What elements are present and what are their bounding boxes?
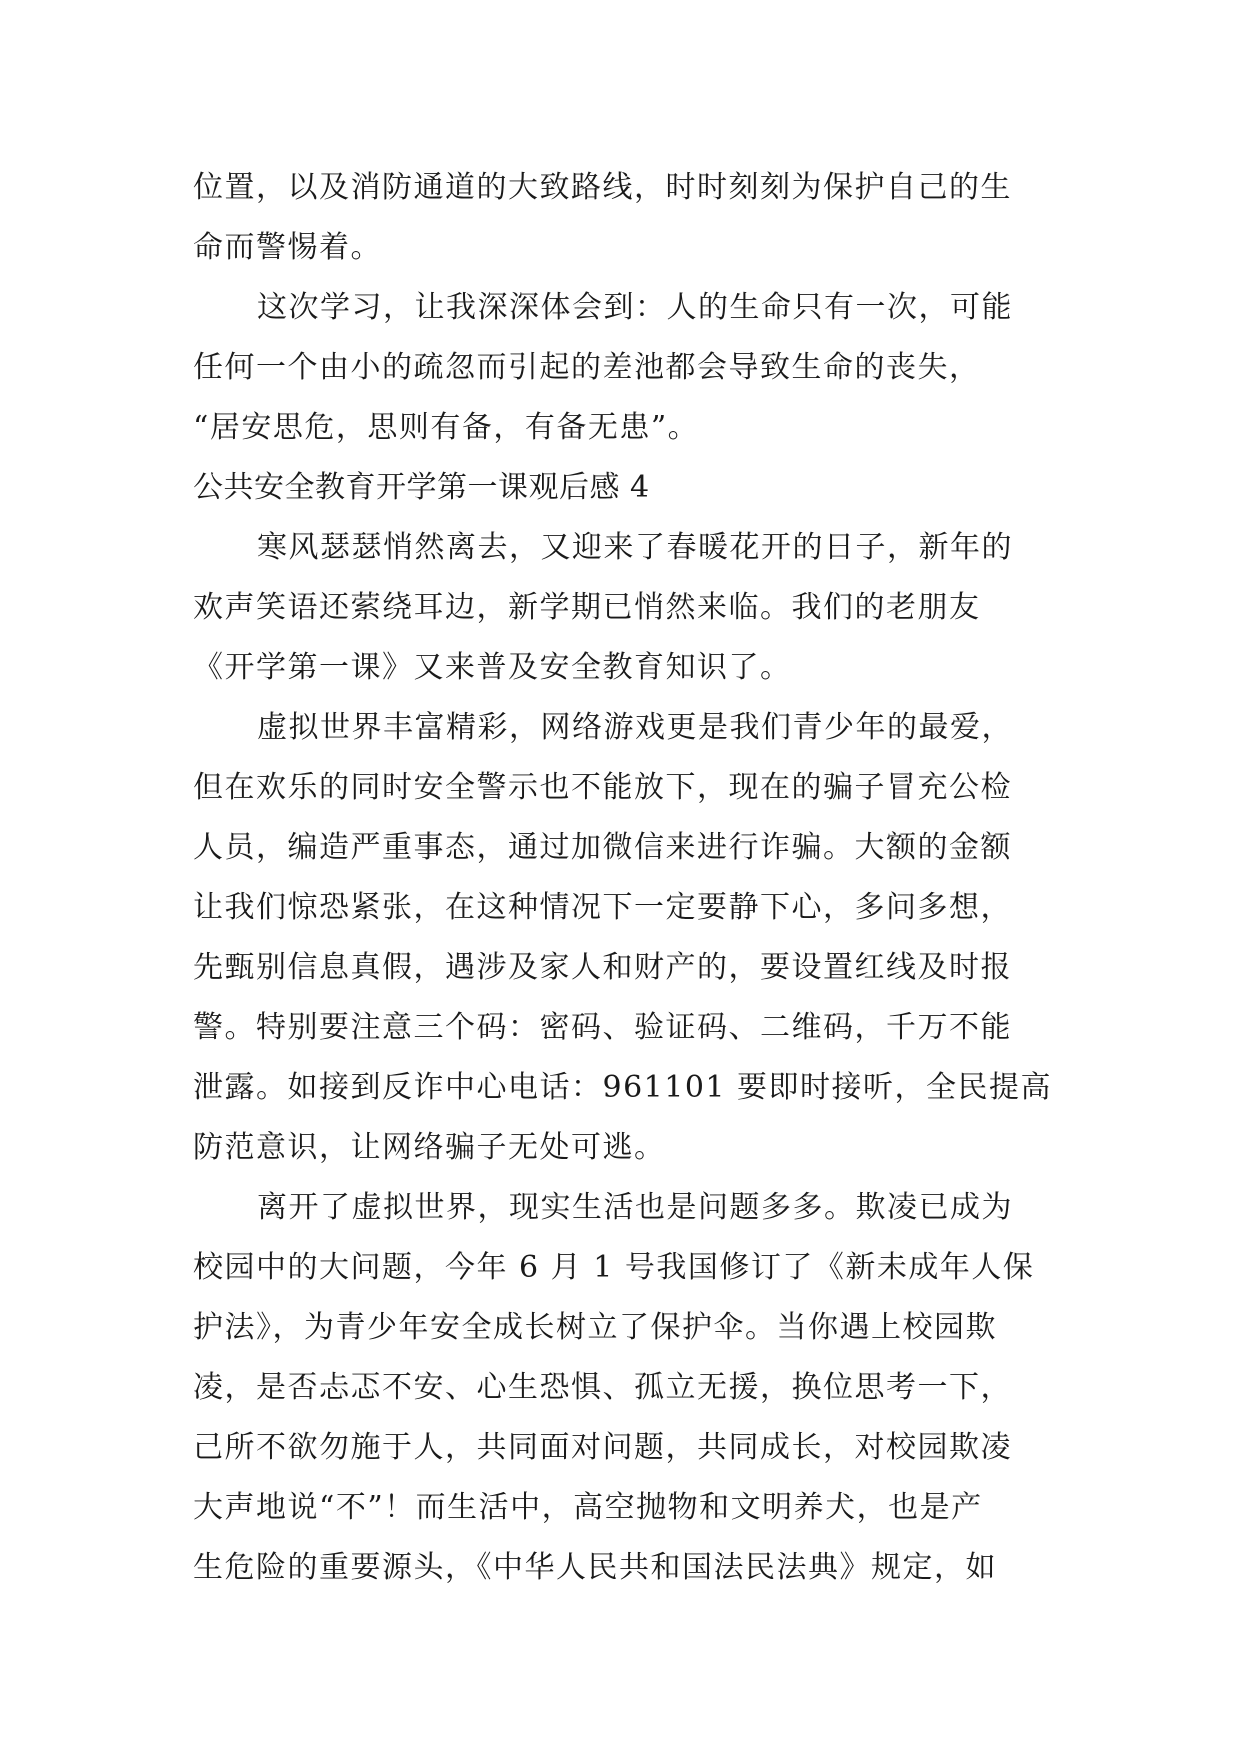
paragraph-first-line: 离开了虚拟世界，现实生活也是问题多多。欺凌已成为 (257, 1190, 1013, 1225)
text-line: 泄露。如接到反诈中心电话：961101 要即时接听，全民提高 (193, 1070, 1053, 1105)
text-line: 大声地说“不”！而生活中，高空抛物和文明养犬，也是产 (193, 1490, 983, 1525)
text-line: 生危险的重要源头，《中华人民共和国法民法典》规定，如 (193, 1550, 997, 1585)
text-line: 警。特别要注意三个码：密码、验证码、二维码，千万不能 (193, 1010, 1012, 1045)
text-line: 但在欢乐的同时安全警示也不能放下，现在的骗子冒充公检 (193, 770, 1012, 805)
text-line: 护法》，为青少年安全成长树立了保护伞。当你遇上校园欺 (193, 1310, 997, 1345)
paragraph-first-line: 寒风瑟瑟悄然离去，又迎来了春暖花开的日子，新年的 (257, 530, 1013, 565)
text-line: 位置，以及消防通道的大致路线，时时刻刻为保护自己的生 (193, 170, 1012, 205)
section-heading: 公共安全教育开学第一课观后感 4 (193, 470, 650, 505)
text-line: 任何一个由小的疏忽而引起的差池都会导致生命的丧失， (193, 350, 981, 385)
text-line: 欢声笑语还萦绕耳边，新学期已悄然来临。我们的老朋友 (193, 590, 981, 625)
text-line: 校园中的大问题，今年 6 月 1 号我国修订了《新未成年人保 (193, 1250, 1035, 1285)
text-line: “居安思危，思则有备，有备无患”。 (193, 410, 700, 445)
text-line: 己所不欲勿施于人，共同面对问题，共同成长，对校园欺凌 (193, 1430, 1012, 1465)
text-line: 让我们惊恐紧张，在这种情况下一定要静下心，多问多想， (193, 890, 1012, 925)
text-line: 先甄别信息真假，遇涉及家人和财产的，要设置红线及时报 (193, 950, 1012, 985)
text-line: 防范意识，让网络骗子无处可逃。 (193, 1130, 666, 1165)
text-line: 《开学第一课》又来普及安全教育知识了。 (193, 650, 792, 685)
paragraph-first-line: 虚拟世界丰富精彩，网络游戏更是我们青少年的最爱， (257, 710, 1013, 745)
text-line: 人员，编造严重事态，通过加微信来进行诈骗。大额的金额 (193, 830, 1012, 865)
paragraph-first-line: 这次学习，让我深深体会到：人的生命只有一次，可能 (257, 290, 1013, 325)
text-line: 凌，是否忐忑不安、心生恐惧、孤立无援，换位思考一下， (193, 1370, 1012, 1405)
document-body (193, 158, 1063, 1598)
text-line: 命而警惕着。 (193, 230, 382, 265)
